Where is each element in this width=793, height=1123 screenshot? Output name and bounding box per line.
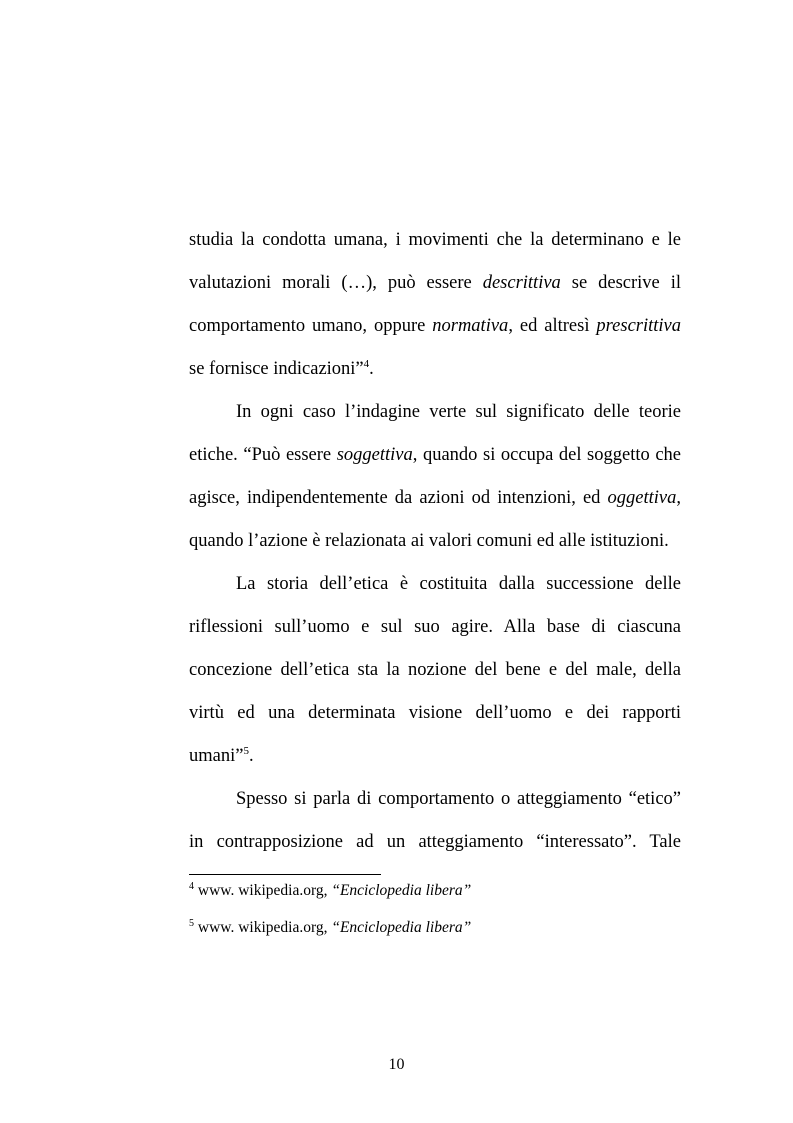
footnote	[189, 918, 471, 938]
footnote-text: www. wikipedia.org,	[197, 882, 332, 899]
text-run: virtù ed una determinata visione dell’uomo e dei rapporti	[189, 703, 681, 723]
text-run: ,	[676, 488, 681, 508]
body-line	[189, 443, 681, 467]
footnote-ref[interactable]: 4	[363, 358, 370, 370]
page-number: 10	[388, 1056, 405, 1073]
body-line	[189, 271, 681, 295]
text-run: agisce, indipendentemente da azioni od intenzioni, ed	[189, 488, 608, 508]
text-run: etiche. “Può essere	[189, 445, 337, 465]
text-run: concezione dell’etica sta la nozione del bene e del male, della	[189, 660, 681, 680]
text-run: comportamento umano, oppure	[189, 316, 433, 336]
body-line	[189, 615, 681, 639]
text-run: studia la condotta umana, i movimenti che la determinano e le	[189, 230, 681, 250]
body-line	[189, 529, 681, 553]
text-run: La storia dell’etica è costituita dalla successione delle	[236, 574, 681, 594]
italic-term: oggettiva	[607, 488, 677, 508]
footnote-text: www. wikipedia.org,	[197, 919, 332, 936]
body-line	[189, 314, 681, 338]
body-line	[189, 228, 681, 252]
text-run: Spesso si parla di comportamento o atteggiamento “etico”	[236, 789, 681, 809]
body-line	[189, 658, 681, 682]
footnote-number: 4	[189, 881, 194, 892]
body-line	[189, 357, 681, 381]
text-run: quando l’azione è relazionata ai valori comuni ed alle istituzioni.	[189, 531, 669, 551]
text-run: .	[369, 359, 374, 379]
text-run: In ogni caso l’indagine verte sul significato delle teorie	[236, 402, 681, 422]
footnote-source: “Enciclopedia libera”	[331, 919, 472, 936]
footnote-source: “Enciclopedia libera”	[331, 882, 472, 899]
text-run: , quando si occupa del soggetto che	[412, 445, 681, 465]
body-line	[189, 486, 681, 510]
footnote-number: 5	[189, 918, 194, 929]
text-run: in contrapposizione ad un atteggiamento “interessato”. Tale	[189, 832, 681, 852]
text-run: se fornisce indicazioni”	[189, 359, 364, 379]
body-line	[189, 744, 681, 768]
text-run: umani”	[189, 746, 244, 766]
body-line	[236, 572, 681, 596]
body-line	[236, 787, 681, 811]
text-run: se descrive il	[560, 273, 682, 293]
italic-term: soggettiva	[336, 445, 413, 465]
body-line	[189, 830, 681, 854]
italic-term: descrittiva	[482, 273, 561, 293]
body-line	[236, 400, 681, 424]
footnote-separator	[189, 874, 381, 875]
footnote-ref[interactable]: 5	[243, 745, 249, 757]
footnote	[189, 881, 471, 901]
text-run: .	[248, 746, 254, 766]
text-run: riflessioni sull’uomo e sul suo agire. Alla base di ciascuna	[189, 617, 681, 637]
italic-term: prescrittiva	[596, 316, 681, 336]
text-run: valutazioni morali (…), può essere	[189, 273, 483, 293]
body-line	[189, 701, 681, 725]
text-run: , ed altresì	[508, 316, 597, 336]
italic-term: normativa	[432, 316, 509, 336]
